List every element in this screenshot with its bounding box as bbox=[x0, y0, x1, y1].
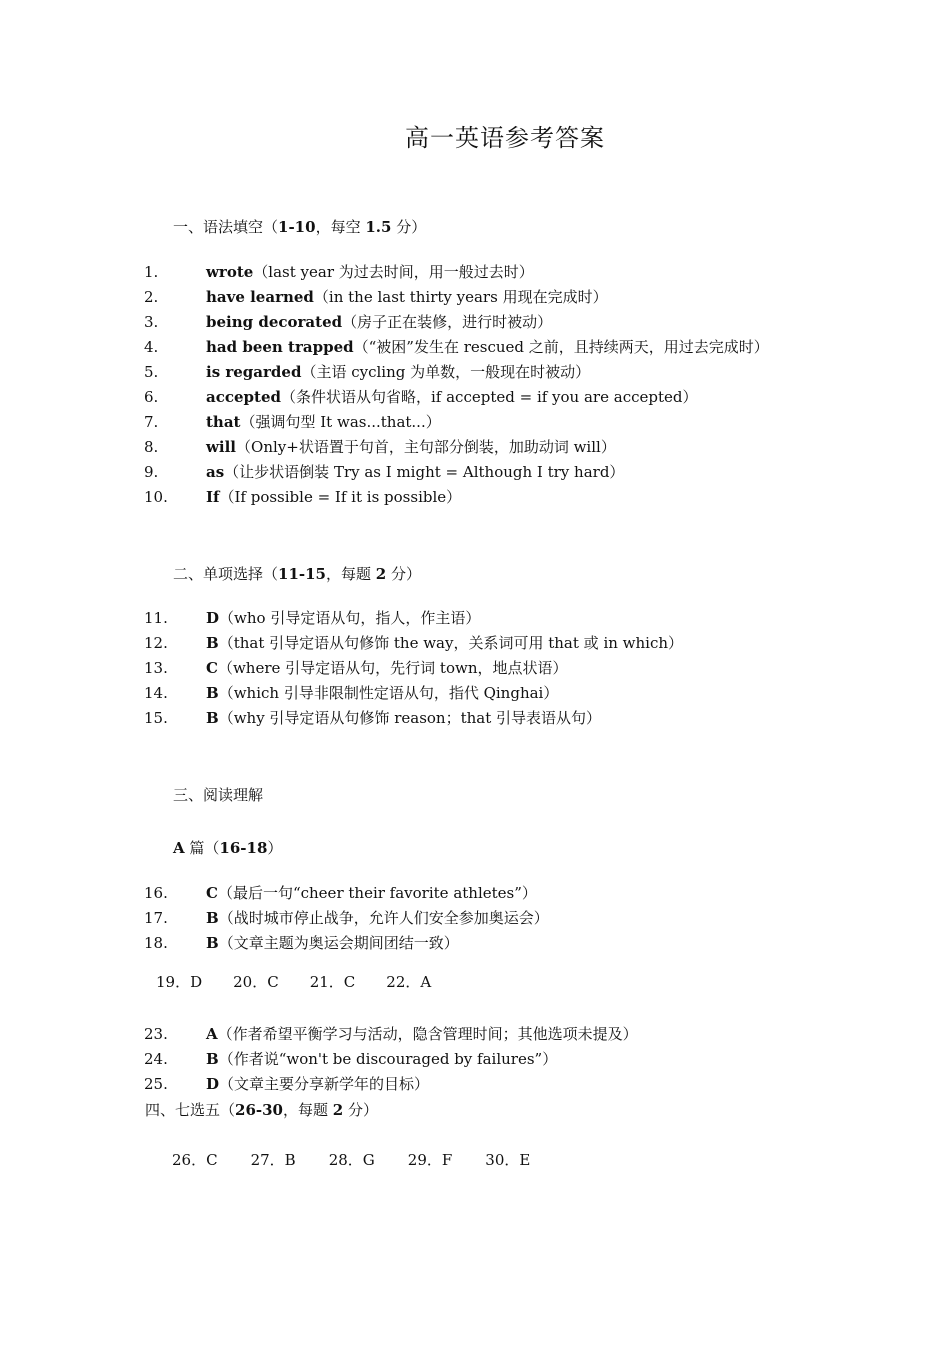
part-close: ） bbox=[267, 839, 283, 857]
inline-answer: 21．C bbox=[309, 973, 356, 991]
answer-body bbox=[206, 436, 616, 458]
answer-body bbox=[206, 461, 624, 483]
answer-key: have learned bbox=[206, 288, 314, 306]
answer-body bbox=[206, 286, 608, 308]
question-number: 25. bbox=[144, 1075, 168, 1093]
page-title: 高一英语参考答案 bbox=[405, 124, 605, 152]
answer-explanation: （who 引导定语从句，指人，作主语） bbox=[219, 609, 481, 627]
heading-suffix: 分） bbox=[391, 218, 427, 236]
inline-answer: 20．C bbox=[233, 973, 279, 991]
answer-explanation: （主语 cycling 为单数，一般现在时被动） bbox=[301, 363, 591, 381]
inline-answer: 28．G bbox=[328, 1151, 375, 1169]
inline-answer: 26．C bbox=[172, 1151, 218, 1169]
question-number: 14. bbox=[144, 684, 168, 702]
question-number: 24. bbox=[144, 1050, 168, 1068]
answer-body bbox=[206, 386, 697, 408]
inline-answer: 27．B bbox=[250, 1151, 296, 1169]
question-number: 11. bbox=[144, 609, 168, 627]
answer-explanation: （in the last thirty years 用现在完成时） bbox=[313, 288, 608, 306]
part-range: 16-18 bbox=[219, 839, 268, 857]
reading-part-a-heading bbox=[173, 837, 282, 858]
heading-mid: ，每题 bbox=[326, 565, 376, 583]
question-number: 3. bbox=[144, 313, 159, 331]
answer-body bbox=[206, 632, 683, 654]
answer-key: that bbox=[206, 413, 241, 431]
question-number: 15. bbox=[144, 709, 168, 727]
question-number: 17. bbox=[144, 909, 168, 927]
answer-explanation: （战时城市停止战争，允许人们安全参加奥运会） bbox=[218, 909, 549, 927]
section-heading-grammar bbox=[173, 216, 426, 237]
answer-key: B bbox=[206, 909, 219, 927]
answer-key: B bbox=[206, 934, 219, 952]
answer-body bbox=[206, 411, 441, 433]
answer-body bbox=[206, 361, 590, 383]
answer-explanation: （强调句型 It was...that...） bbox=[240, 413, 441, 431]
answer-explanation: （房子正在装修，进行时被动） bbox=[342, 313, 553, 331]
question-number: 7. bbox=[144, 413, 159, 431]
answer-explanation: （which 引导非限制性定语从句，指代 Qinghai） bbox=[218, 684, 559, 702]
answer-explanation: （文章主要分享新学年的目标） bbox=[219, 1075, 430, 1093]
heading-prefix: 一、语法填空（ bbox=[173, 218, 279, 236]
heading-range: 1-10 bbox=[278, 218, 316, 236]
answer-body bbox=[206, 907, 549, 929]
answer-explanation: （last year 为过去时间，用一般过去时） bbox=[253, 263, 534, 281]
inline-answer: 30．E bbox=[485, 1151, 531, 1169]
section-heading-multiple-choice bbox=[173, 563, 421, 584]
answer-explanation: （that 引导定语从句修饰 the way，关系词可用 that 或 in which） bbox=[218, 634, 684, 652]
answer-key: will bbox=[206, 438, 237, 456]
answer-body bbox=[206, 882, 537, 904]
heading-mid: ，每题 bbox=[283, 1101, 333, 1119]
answer-key: B bbox=[206, 709, 219, 727]
question-number: 13. bbox=[144, 659, 168, 677]
answer-explanation: （作者说“won't be discouraged by failures”） bbox=[218, 1050, 558, 1068]
answer-key: C bbox=[206, 659, 218, 677]
answer-key: as bbox=[206, 463, 225, 481]
answer-body bbox=[206, 932, 459, 954]
question-number: 9. bbox=[144, 463, 159, 481]
inline-answer: 29．F bbox=[407, 1151, 453, 1169]
heading-score: 2 bbox=[332, 1101, 344, 1119]
heading-range: 26-30 bbox=[235, 1101, 283, 1119]
answer-key: D bbox=[206, 1075, 220, 1093]
answer-explanation: （why 引导定语从句修饰 reason；that 引导表语从句） bbox=[218, 709, 602, 727]
answer-body bbox=[206, 1048, 557, 1070]
part-label: A bbox=[173, 839, 185, 857]
section-heading-reading: 三、阅读理解 bbox=[173, 786, 264, 804]
answer-explanation: （让步状语倒装 Try as I might = Although I try hard） bbox=[224, 463, 625, 481]
answer-key: If bbox=[206, 488, 220, 506]
answer-key: wrote bbox=[206, 263, 254, 281]
answer-key: A bbox=[206, 1025, 218, 1043]
part-rest: 篇（ bbox=[184, 839, 220, 857]
heading-range: 11-15 bbox=[278, 565, 326, 583]
answer-explanation: （“被困”发生在 rescued 之前，且持续两天，用过去完成时） bbox=[353, 338, 769, 356]
question-number: 18. bbox=[144, 934, 168, 952]
answer-key: had been trapped bbox=[206, 338, 354, 356]
answer-key: C bbox=[206, 884, 218, 902]
answer-explanation: （作者希望平衡学习与活动，隐含管理时间；其他选项未提及） bbox=[217, 1025, 638, 1043]
answer-explanation: （If possible = If it is possible） bbox=[219, 488, 462, 506]
answer-body bbox=[206, 707, 601, 729]
answer-body bbox=[206, 1023, 638, 1045]
question-number: 2. bbox=[144, 288, 159, 306]
inline-answer: 22．A bbox=[386, 973, 432, 991]
answer-explanation: （最后一句“cheer their favorite athletes”） bbox=[217, 884, 537, 902]
answer-key: is regarded bbox=[206, 363, 302, 381]
inline-answer: 19．D bbox=[156, 973, 203, 991]
question-number: 8. bbox=[144, 438, 159, 456]
answer-key: accepted bbox=[206, 388, 281, 406]
question-number: 1. bbox=[144, 263, 159, 281]
heading-suffix: 分） bbox=[386, 565, 421, 583]
heading-prefix: 二、单项选择（ bbox=[173, 565, 279, 583]
section-heading-seven-choose-five bbox=[145, 1099, 378, 1120]
answer-key: B bbox=[206, 634, 219, 652]
answer-key: B bbox=[206, 684, 219, 702]
heading-score: 1.5 bbox=[365, 218, 392, 236]
question-number: 10. bbox=[144, 488, 168, 506]
answer-body bbox=[206, 261, 534, 283]
answer-explanation: （where 引导定语从句，先行词 town，地点状语） bbox=[217, 659, 568, 677]
question-number: 12. bbox=[144, 634, 168, 652]
reading-inline-answers bbox=[156, 971, 431, 992]
heading-mid: ，每空 bbox=[315, 218, 366, 236]
answer-body bbox=[206, 657, 567, 679]
answer-body bbox=[206, 486, 461, 508]
question-number: 16. bbox=[144, 884, 168, 902]
heading-prefix: 四、七选五（ bbox=[145, 1101, 236, 1119]
answer-key: D bbox=[206, 609, 220, 627]
answer-body bbox=[206, 1073, 429, 1095]
question-number: 6. bbox=[144, 388, 159, 406]
answer-body bbox=[206, 682, 558, 704]
answer-body bbox=[206, 311, 552, 333]
answer-key: B bbox=[206, 1050, 219, 1068]
question-number: 23. bbox=[144, 1025, 168, 1043]
answer-explanation: （Only+状语置于句首，主句部分倒装，加助动词 will） bbox=[236, 438, 616, 456]
answer-body bbox=[206, 336, 769, 358]
heading-score: 2 bbox=[375, 565, 387, 583]
answer-body bbox=[206, 607, 480, 629]
heading-suffix: 分） bbox=[343, 1101, 378, 1119]
answer-explanation: （条件状语从句省略，if accepted = if you are accepted） bbox=[280, 388, 698, 406]
question-number: 5. bbox=[144, 363, 159, 381]
answer-explanation: （文章主题为奥运会期间团结一致） bbox=[218, 934, 459, 952]
question-number: 4. bbox=[144, 338, 159, 356]
seven-choose-five-answers bbox=[172, 1149, 530, 1170]
answer-key: being decorated bbox=[206, 313, 343, 331]
